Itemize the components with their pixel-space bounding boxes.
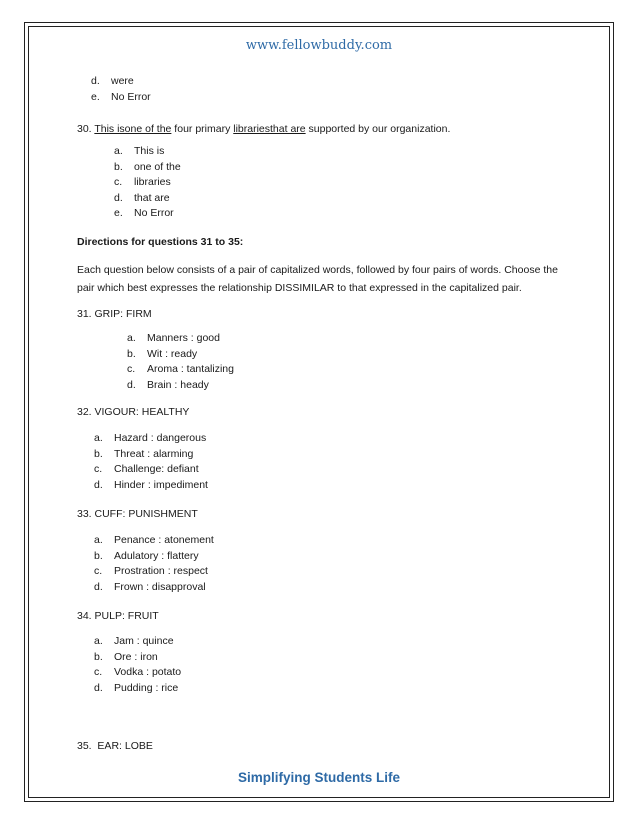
- option-item: e. No Error: [91, 90, 151, 103]
- question-31-title: 31. GRIP: FIRM: [77, 308, 152, 320]
- option-item: c. Aroma : tantalizing: [127, 363, 234, 376]
- question-33-options: [94, 533, 214, 595]
- directions-title: Directions for questions 31 to 35:: [77, 236, 244, 248]
- question-30: 30. This isone of the four primary librariesthat are supported by our organization.: [77, 123, 451, 135]
- option-item: d. Brain : heady: [127, 378, 209, 391]
- option-item: c. libraries: [114, 176, 171, 189]
- option-item: d. Hinder : impediment: [94, 478, 208, 491]
- option-item: b. Wit : ready: [127, 347, 198, 360]
- option-item: d. that are: [114, 191, 170, 204]
- option-item: b. one of the: [114, 160, 181, 173]
- option-item: a. Penance : atonement: [94, 534, 214, 547]
- option-item: d. Frown : disapproval: [94, 580, 206, 593]
- option-item: a. This is: [114, 145, 165, 158]
- question-32-options: [94, 431, 208, 493]
- option-item: b. Threat : alarming: [94, 447, 194, 460]
- options-continued: [91, 74, 151, 105]
- option-item: d. were: [91, 75, 134, 88]
- footer-tagline: Simplifying Students Life: [237, 770, 400, 785]
- option-item: a. Hazard : dangerous: [94, 432, 207, 445]
- header-site-link[interactable]: www.fellowbuddy.com: [245, 38, 393, 53]
- question-33-title: 33. CUFF: PUNISHMENT: [77, 508, 198, 520]
- question-34-options: [94, 634, 181, 696]
- question-35-title: 35. EAR: LOBE: [77, 740, 153, 752]
- option-item: d. Pudding : rice: [94, 681, 179, 694]
- question-34-title: 34. PULP: FRUIT: [77, 610, 159, 622]
- option-item: b. Adulatory : flattery: [94, 549, 199, 562]
- question-31-options: [127, 331, 234, 393]
- option-item: b. Ore : iron: [94, 650, 158, 663]
- option-item: a. Jam : quince: [94, 635, 174, 648]
- option-item: c. Challenge: defiant: [94, 463, 199, 476]
- option-item: a. Manners : good: [127, 332, 220, 345]
- option-item: c. Vodka : potato: [94, 666, 182, 679]
- directions-text: Each question below consists of a pair of capitalized words, followed by four pairs of words. Choose the pair which best expresses the relationship DISSIMILAR to that expressed in the capitalized pair.: [77, 264, 558, 294]
- option-item: e. No Error: [114, 207, 174, 220]
- question-30-options: [114, 144, 181, 222]
- question-32-title: 32. VIGOUR: HEALTHY: [77, 406, 190, 418]
- option-item: c. Prostration : respect: [94, 565, 208, 578]
